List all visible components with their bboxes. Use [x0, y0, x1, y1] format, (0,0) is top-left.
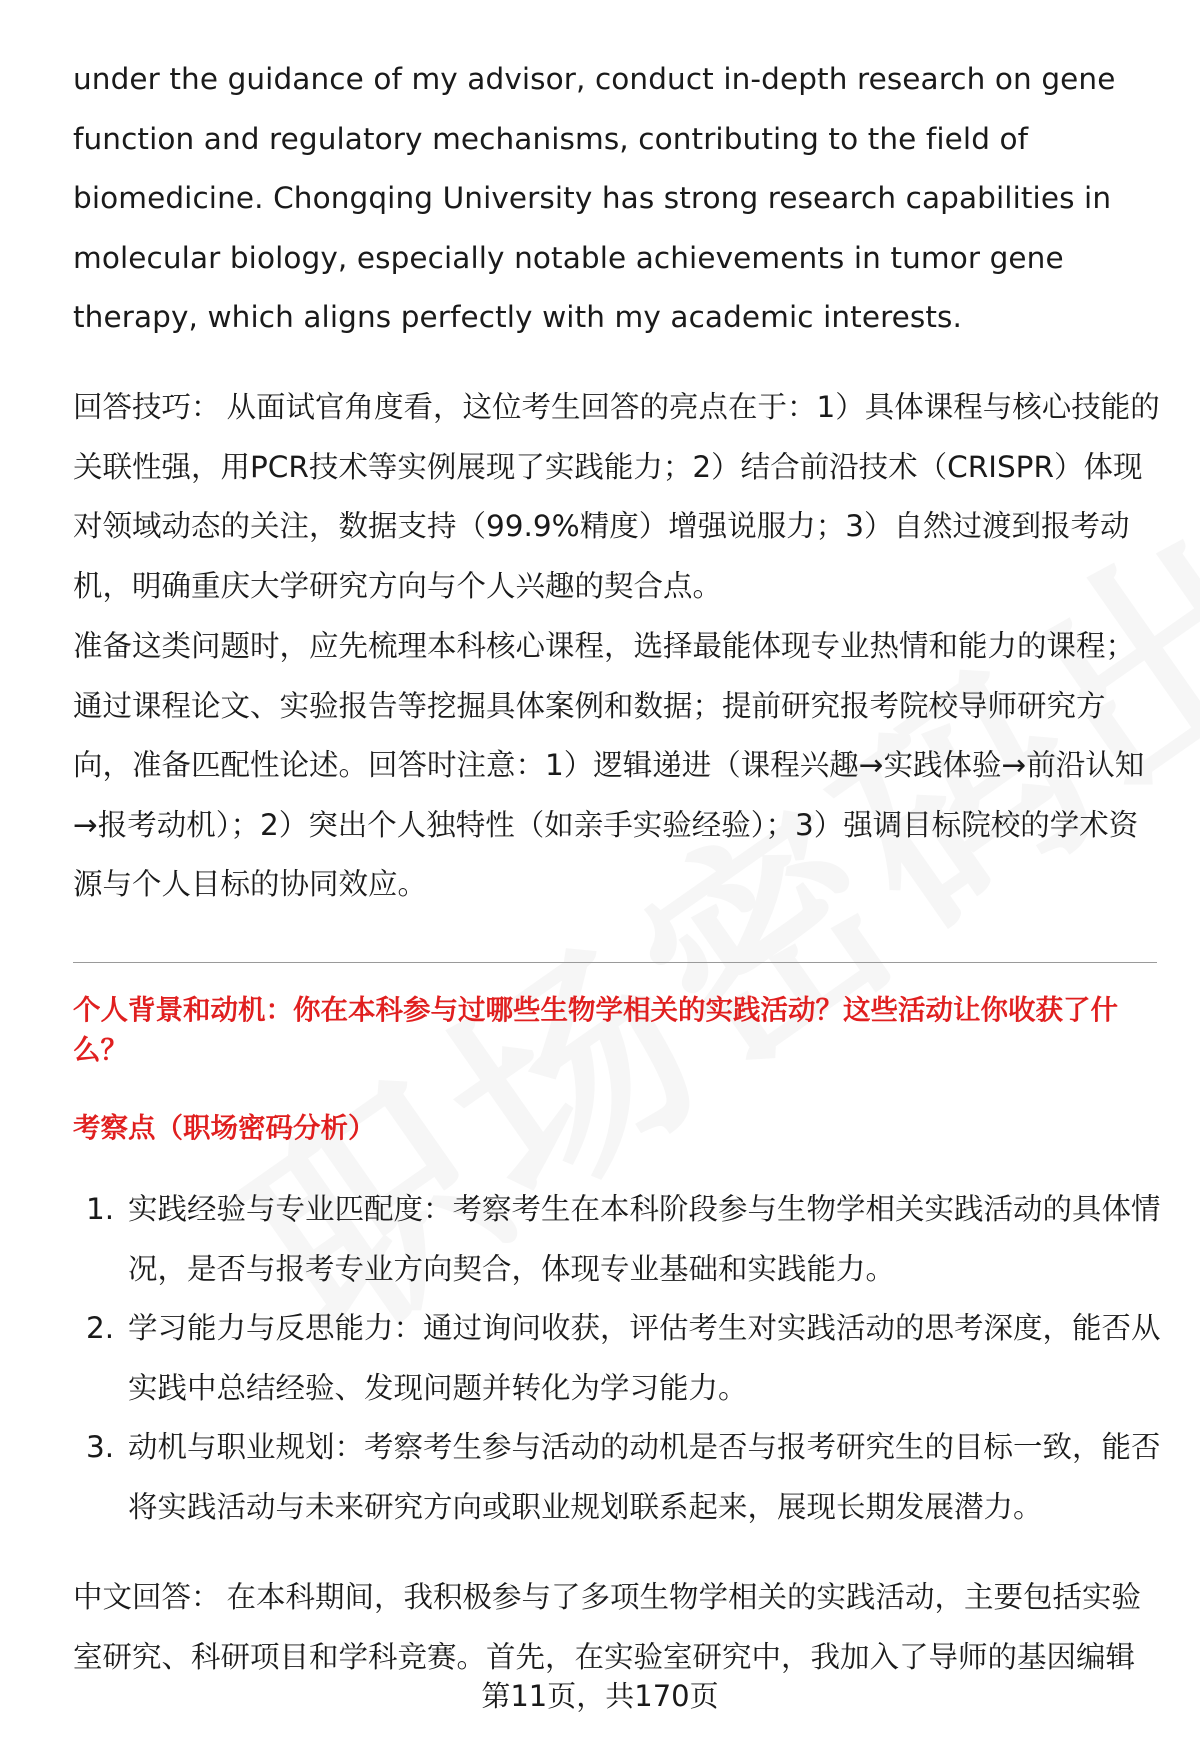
tips-text: 从面试官角度看，这位考生回答的亮点在于：1）具体课程与核心技能的关联性强，用PCR技术等实例展现了实践能力；2）结合前沿技术（CRISPR）体现对领域动态的关注，数据支持（99.9%精度）增强说服力；3）自然过渡到报考动机，明确重庆大学研究方向与个人兴趣的契合点。 [73, 390, 1160, 603]
list-item-text: 动机与职业规划：考察考生参与活动的动机是否与报考研究生的目标一致，能否将实践活动与未来研究方向或职业规划联系起来，展现长期发展潜力。 [128, 1430, 1161, 1524]
tips-paragraph [73, 378, 1163, 616]
page-number-footer: 第11页，共170页 [481, 1679, 719, 1713]
section-divider [73, 962, 1157, 963]
chinese-answer-paragraph [73, 1568, 1163, 1687]
question-heading: 个人背景和动机：你在本科参与过哪些生物学相关的实践活动？这些活动让你收获了什么？ [73, 994, 1118, 1066]
list-item-number: 3. [86, 1430, 115, 1464]
list-item-text: 实践经验与专业匹配度：考察考生在本科阶段参与生物学相关实践活动的具体情况，是否与报考专业方向契合，体现专业基础和实践能力。 [128, 1192, 1161, 1286]
list-item [73, 1418, 1163, 1537]
answer-label: 中文回答： [73, 1580, 221, 1614]
list-item [73, 1299, 1163, 1418]
preparation-paragraph: 准备这类问题时，应先梳理本科核心课程，选择最能体现专业热情和能力的课程；通过课程论文、实验报告等挖掘具体案例和数据；提前研究报考院校导师研究方向，准备匹配性论述。回答时注意：1）逻辑递进（课程兴趣→实践体验→前沿认知→报考动机）；2）突出个人独特性（如亲手实验经验）；3）强调目标院校的学术资源与个人目标的协同效应。 [73, 629, 1145, 901]
list-item-text: 学习能力与反思能力：通过询问收获，评估考生对实践活动的思考深度，能否从实践中总结经验、发现问题并转化为学习能力。 [128, 1311, 1161, 1405]
english-answer-paragraph: under the guidance of my advisor, conduct in-depth research on gene function and regulatory mechanisms, contributing to the field of biomedicine. Chongqing University has strong research capabilities in molecular biology, especially notable achievements in tumor gene therapy, which aligns perfectly with my academic interests. [73, 62, 1116, 334]
analysis-heading: 考察点（职场密码分析） [73, 1112, 376, 1144]
tips-label: 回答技巧： [73, 390, 221, 424]
analysis-points-list [73, 1180, 1163, 1537]
list-item-number: 1. [86, 1192, 115, 1226]
list-item [73, 1180, 1163, 1299]
answer-text: 在本科期间，我积极参与了多项生物学相关的实践活动，主要包括实验室研究、科研项目和学科竞赛。首先，在实验室研究中，我加入了导师的基因编辑 [73, 1580, 1142, 1674]
list-item-number: 2. [86, 1311, 115, 1345]
